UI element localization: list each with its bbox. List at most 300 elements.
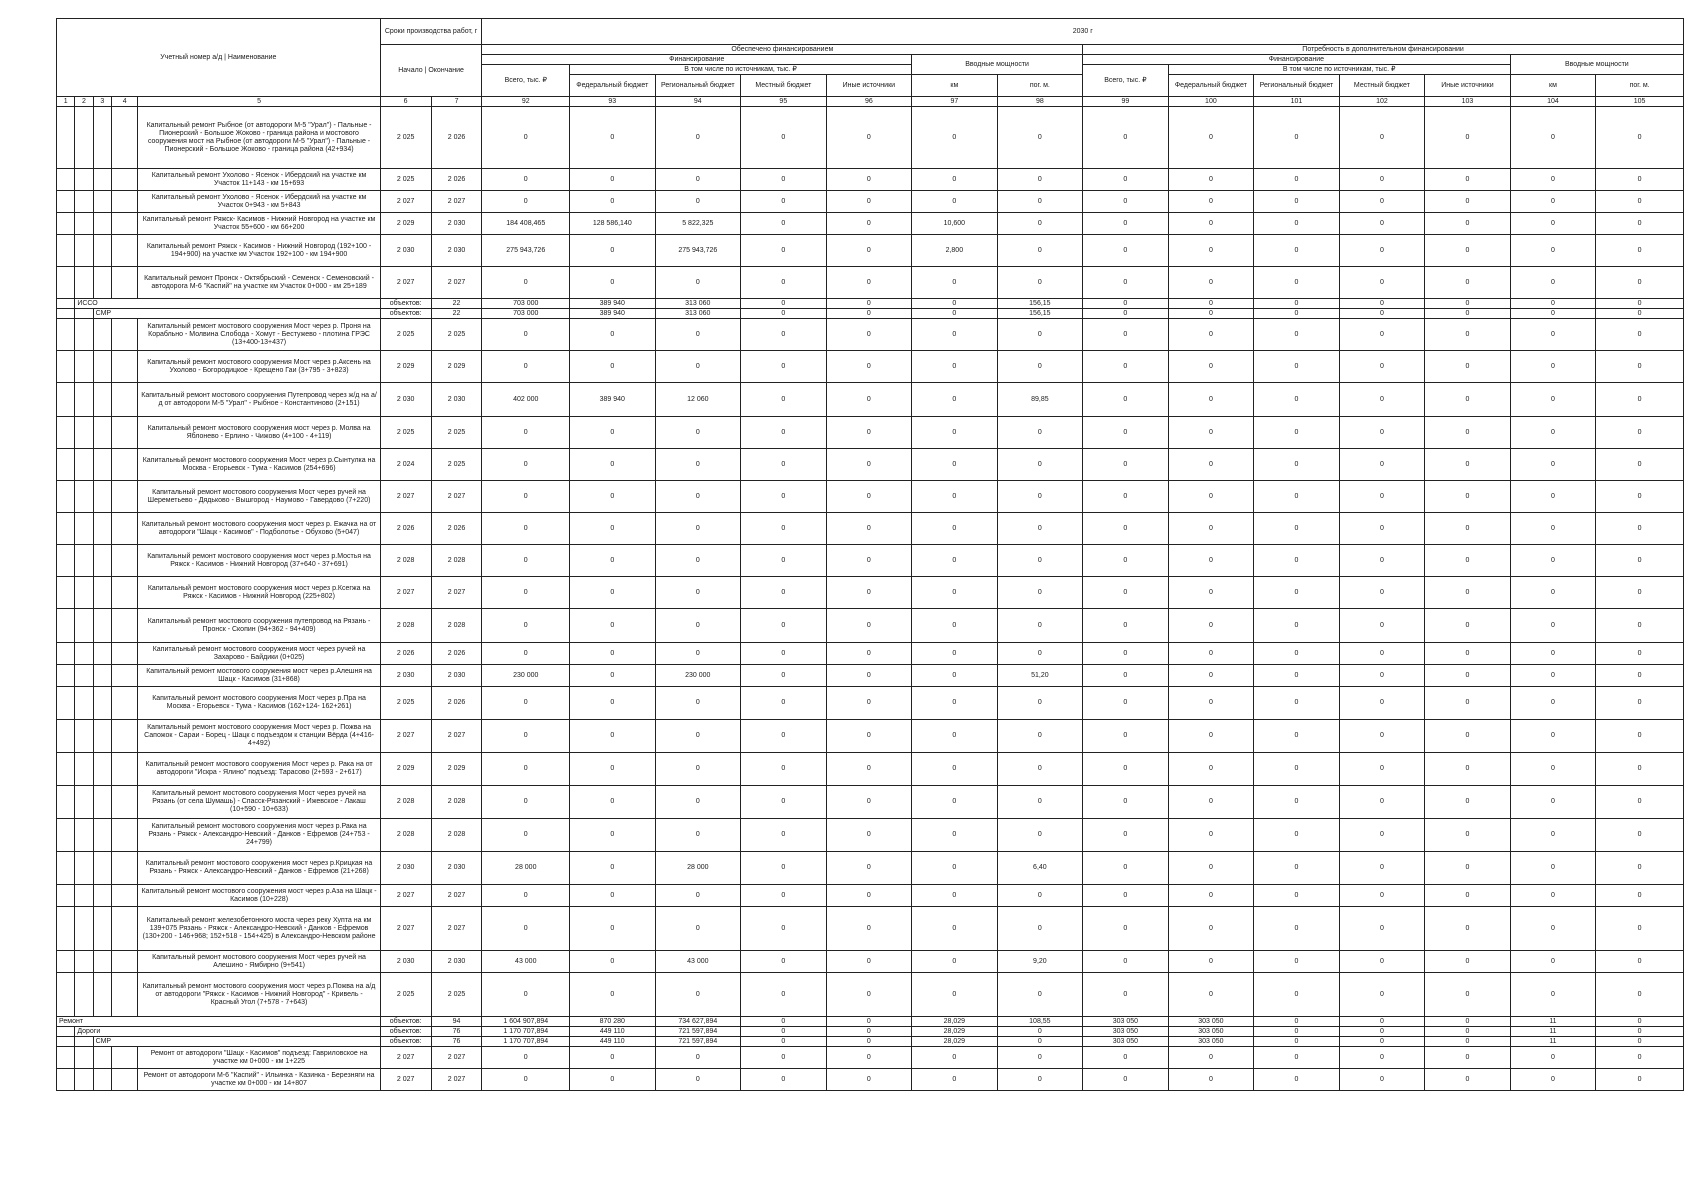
value-cell: 0 <box>1425 191 1511 213</box>
value-cell: 2 030 <box>431 665 482 687</box>
value-cell: 0 <box>826 852 912 885</box>
value-cell: 0 <box>1425 1069 1511 1091</box>
value-cell: 0 <box>1425 351 1511 383</box>
indent-cell <box>93 951 111 973</box>
column-number: 2 <box>75 97 93 107</box>
value-cell: 0 <box>1510 309 1596 319</box>
value-cell: 0 <box>482 267 570 299</box>
indent-cell <box>57 1047 75 1069</box>
indent-cell <box>75 753 93 786</box>
header-pog: пог. м. <box>997 75 1083 97</box>
value-cell: 0 <box>1425 309 1511 319</box>
column-number: 103 <box>1425 97 1511 107</box>
value-cell: объектов: <box>380 299 431 309</box>
indent-cell <box>75 267 93 299</box>
value-cell: 28,029 <box>912 1037 998 1047</box>
indent-cell <box>93 819 111 852</box>
indent-cell <box>93 545 111 577</box>
value-cell: 0 <box>570 852 656 885</box>
value-cell: 0 <box>997 107 1083 169</box>
value-cell: 0 <box>1083 665 1169 687</box>
value-cell: 11 <box>1510 1037 1596 1047</box>
value-cell: 0 <box>1168 169 1254 191</box>
value-cell: 22 <box>431 309 482 319</box>
value-cell: 0 <box>1083 643 1169 665</box>
table-row <box>57 417 1684 449</box>
value-cell: 0 <box>1083 481 1169 513</box>
value-cell: 0 <box>655 351 741 383</box>
indent-cell <box>57 973 75 1017</box>
value-cell: 303 050 <box>1168 1027 1254 1037</box>
indent-cell <box>57 1069 75 1091</box>
value-cell: 0 <box>1596 665 1684 687</box>
value-cell: 0 <box>741 577 827 609</box>
value-cell: 0 <box>826 577 912 609</box>
value-cell: 0 <box>912 609 998 643</box>
value-cell: 0 <box>912 1069 998 1091</box>
value-cell: 0 <box>741 383 827 417</box>
value-cell: 28 000 <box>482 852 570 885</box>
column-number: 1 <box>57 97 75 107</box>
value-cell: 0 <box>570 951 656 973</box>
summary-row <box>57 1027 1684 1037</box>
value-cell: 0 <box>1510 786 1596 819</box>
value-cell: 0 <box>482 1047 570 1069</box>
value-cell: 0 <box>912 753 998 786</box>
value-cell: 0 <box>655 169 741 191</box>
value-cell: 0 <box>741 687 827 720</box>
value-cell: объектов: <box>380 309 431 319</box>
table-row <box>57 1047 1684 1069</box>
table-row <box>57 481 1684 513</box>
value-cell: 0 <box>1083 786 1169 819</box>
indent-cell <box>57 417 75 449</box>
table-row <box>57 665 1684 687</box>
value-cell: 0 <box>482 513 570 545</box>
header-capacity-secured: Вводные мощности <box>912 55 1083 75</box>
value-cell: 0 <box>1254 720 1340 753</box>
indent-cell <box>75 107 93 169</box>
value-cell: 0 <box>1510 191 1596 213</box>
value-cell: 2 025 <box>380 169 431 191</box>
group-label: Дороги <box>75 1027 380 1037</box>
value-cell: 0 <box>741 720 827 753</box>
value-cell: 0 <box>1168 907 1254 951</box>
table-row <box>57 319 1684 351</box>
indent-cell <box>93 449 111 481</box>
value-cell: 1 170 707,894 <box>482 1037 570 1047</box>
value-cell: 2 029 <box>431 351 482 383</box>
indent-cell <box>93 481 111 513</box>
value-cell: 0 <box>1083 417 1169 449</box>
value-cell: 0 <box>741 643 827 665</box>
value-cell: 2,800 <box>912 235 998 267</box>
value-cell: 2 027 <box>431 720 482 753</box>
value-cell: 0 <box>997 753 1083 786</box>
value-cell: 313 060 <box>655 309 741 319</box>
indent-cell <box>57 577 75 609</box>
indent-cell <box>75 481 93 513</box>
value-cell: 449 110 <box>570 1037 656 1047</box>
value-cell: 2 027 <box>431 267 482 299</box>
value-cell: 0 <box>482 643 570 665</box>
value-cell: 0 <box>826 449 912 481</box>
value-cell: 0 <box>741 786 827 819</box>
header-federal: Федеральный бюджет <box>1168 75 1254 97</box>
value-cell: 0 <box>1596 907 1684 951</box>
value-cell: 0 <box>1254 383 1340 417</box>
indent-cell <box>111 665 137 687</box>
value-cell: 0 <box>482 481 570 513</box>
header-regional: Региональный бюджет <box>655 75 741 97</box>
value-cell: 0 <box>912 973 998 1017</box>
value-cell: 0 <box>1339 1027 1425 1037</box>
value-cell: 0 <box>741 1047 827 1069</box>
value-cell: 0 <box>1339 417 1425 449</box>
value-cell: объектов: <box>380 1017 431 1027</box>
indent-cell <box>57 299 75 309</box>
indent-cell <box>75 885 93 907</box>
value-cell: 0 <box>826 609 912 643</box>
table-row <box>57 687 1684 720</box>
value-cell: 2 030 <box>431 383 482 417</box>
value-cell: 0 <box>1254 213 1340 235</box>
value-cell: 0 <box>1254 513 1340 545</box>
value-cell: 0 <box>1510 665 1596 687</box>
object-name: Капитальный ремонт мостового сооружения мост через р.Крицкая на Рязань - Ряжск - Александро-Невский - Данков - Ефремов (21+268) <box>138 852 380 885</box>
value-cell: 0 <box>1254 299 1340 309</box>
value-cell: 0 <box>1425 481 1511 513</box>
value-cell: 2 030 <box>380 852 431 885</box>
value-cell: 0 <box>997 213 1083 235</box>
indent-cell <box>57 852 75 885</box>
header-capacity-needed: Вводные мощности <box>1510 55 1683 75</box>
value-cell: 2 027 <box>380 577 431 609</box>
table-row <box>57 786 1684 819</box>
column-number: 96 <box>826 97 912 107</box>
value-cell: 0 <box>1254 643 1340 665</box>
value-cell: 0 <box>1510 213 1596 235</box>
value-cell: 0 <box>1510 885 1596 907</box>
column-number: 94 <box>655 97 741 107</box>
value-cell: 0 <box>1083 609 1169 643</box>
object-name: Капитальный ремонт мостового сооружения мост через ручей на Захарово - Байдики (0+025) <box>138 643 380 665</box>
value-cell: 0 <box>570 1047 656 1069</box>
indent-cell <box>111 267 137 299</box>
indent-cell <box>111 107 137 169</box>
value-cell: 0 <box>741 819 827 852</box>
value-cell: 2 025 <box>380 973 431 1017</box>
object-name: Капитальный ремонт мостового сооружения Мост через ручей на Шереметьево - Дядьково - Вышгород - Наумово - Гавердово (7+220) <box>138 481 380 513</box>
indent-cell <box>93 235 111 267</box>
value-cell: 0 <box>826 545 912 577</box>
value-cell: 0 <box>912 1047 998 1069</box>
object-name: Ремонт от автодороги М-6 "Каспий" - Ильинка - Казинка - Березняги на участке км 0+000 - км 14+807 <box>138 1069 380 1091</box>
value-cell: 184 408,465 <box>482 213 570 235</box>
value-cell: 0 <box>826 309 912 319</box>
value-cell: 0 <box>655 417 741 449</box>
value-cell: 0 <box>570 665 656 687</box>
value-cell: 0 <box>1339 753 1425 786</box>
value-cell: 0 <box>1168 1047 1254 1069</box>
value-cell: 0 <box>1510 513 1596 545</box>
value-cell: 28,029 <box>912 1027 998 1037</box>
value-cell: 0 <box>1596 687 1684 720</box>
value-cell: 0 <box>826 951 912 973</box>
value-cell: 0 <box>1510 951 1596 973</box>
value-cell: 0 <box>741 545 827 577</box>
object-name: Капитальный ремонт мостового сооружения мост через р.Пожва на а/д от автодороги "Ряжск - Касимов - Нижний Новгород" - Кривель - Красный Угол (7+578 - 7+643) <box>138 973 380 1017</box>
value-cell: 0 <box>741 1027 827 1037</box>
value-cell: 0 <box>1254 1037 1340 1047</box>
value-cell: 0 <box>741 191 827 213</box>
indent-cell <box>75 383 93 417</box>
value-cell: 0 <box>1596 786 1684 819</box>
indent-cell <box>57 351 75 383</box>
value-cell: 43 000 <box>655 951 741 973</box>
value-cell: 0 <box>1254 235 1340 267</box>
value-cell: 76 <box>431 1037 482 1047</box>
value-cell: 0 <box>1168 1069 1254 1091</box>
value-cell: 0 <box>741 753 827 786</box>
indent-cell <box>93 786 111 819</box>
value-cell: 0 <box>1254 951 1340 973</box>
value-cell: 0 <box>997 1069 1083 1091</box>
value-cell: 0 <box>741 513 827 545</box>
value-cell: 0 <box>1083 973 1169 1017</box>
value-cell: 0 <box>912 309 998 319</box>
value-cell: 0 <box>482 545 570 577</box>
object-name: Капитальный ремонт мостового сооружения мост через р.Алешня на Шацк - Касимов (31+868) <box>138 665 380 687</box>
value-cell: 0 <box>1254 665 1340 687</box>
object-name: Капитальный ремонт мостового сооружения Мост через ручей на Алешино - Ямбирно (9+541) <box>138 951 380 973</box>
value-cell: 0 <box>570 753 656 786</box>
value-cell: 0 <box>912 720 998 753</box>
table-row <box>57 819 1684 852</box>
value-cell: 0 <box>1083 449 1169 481</box>
value-cell: 0 <box>1339 513 1425 545</box>
value-cell: 0 <box>1425 665 1511 687</box>
value-cell: 0 <box>655 643 741 665</box>
value-cell: 0 <box>826 1027 912 1037</box>
column-number: 105 <box>1596 97 1684 107</box>
value-cell: 0 <box>1339 481 1425 513</box>
indent-cell <box>57 481 75 513</box>
indent-cell <box>75 907 93 951</box>
header-financing-needed: Финансирование <box>1083 55 1511 65</box>
table-row <box>57 351 1684 383</box>
value-cell: 0 <box>826 907 912 951</box>
value-cell: 0 <box>1596 513 1684 545</box>
value-cell: 0 <box>1596 885 1684 907</box>
value-cell: 0 <box>1254 319 1340 351</box>
value-cell: 0 <box>1254 973 1340 1017</box>
value-cell: 0 <box>655 609 741 643</box>
indent-cell <box>57 107 75 169</box>
value-cell: 0 <box>1596 1069 1684 1091</box>
value-cell: 0 <box>655 687 741 720</box>
value-cell: 0 <box>570 107 656 169</box>
indent-cell <box>57 786 75 819</box>
summary-row <box>57 1037 1684 1047</box>
value-cell: 0 <box>997 1037 1083 1047</box>
indent-cell <box>75 1069 93 1091</box>
indent-cell <box>111 973 137 1017</box>
group-label: СМР <box>93 309 380 319</box>
value-cell: 0 <box>655 545 741 577</box>
value-cell: 2 025 <box>380 107 431 169</box>
value-cell: 0 <box>912 951 998 973</box>
value-cell: 0 <box>912 351 998 383</box>
value-cell: 0 <box>655 819 741 852</box>
value-cell: 0 <box>570 449 656 481</box>
value-cell: 0 <box>1510 1047 1596 1069</box>
object-name: Капитальный ремонт Ухолово - Ясенок - Ибердский на участке км Участок 11+143 - км 15+693 <box>138 169 380 191</box>
value-cell: 2 030 <box>380 383 431 417</box>
object-name: Капитальный ремонт мостового сооружения Мост через р. Проня на Корабльно - Молвина Слобода - Хомут - Бестужево - плотина ГРЭС (13+400-13+437) <box>138 319 380 351</box>
column-number: 100 <box>1168 97 1254 107</box>
value-cell: 2 027 <box>380 481 431 513</box>
value-cell: 0 <box>1339 609 1425 643</box>
value-cell: 0 <box>1425 1047 1511 1069</box>
value-cell: 0 <box>912 449 998 481</box>
indent-cell <box>75 643 93 665</box>
value-cell: 2 028 <box>431 819 482 852</box>
value-cell: 0 <box>1339 319 1425 351</box>
value-cell: 0 <box>912 786 998 819</box>
value-cell: 0 <box>570 513 656 545</box>
value-cell: 2 025 <box>431 319 482 351</box>
header-needed: Потребность в дополнительном финансировании <box>1083 45 1684 55</box>
indent-cell <box>57 319 75 351</box>
value-cell: 0 <box>741 267 827 299</box>
value-cell: 0 <box>1425 1017 1511 1027</box>
indent-cell <box>111 513 137 545</box>
indent-cell <box>111 885 137 907</box>
indent-cell <box>111 319 137 351</box>
value-cell: 0 <box>1596 643 1684 665</box>
table-row <box>57 449 1684 481</box>
value-cell: 0 <box>1596 545 1684 577</box>
value-cell: 0 <box>1083 299 1169 309</box>
value-cell: 0 <box>741 907 827 951</box>
indent-cell <box>75 545 93 577</box>
value-cell: 2 026 <box>380 643 431 665</box>
value-cell: 0 <box>1425 577 1511 609</box>
value-cell: 0 <box>1510 351 1596 383</box>
value-cell: 0 <box>1083 351 1169 383</box>
value-cell: 11 <box>1510 1027 1596 1037</box>
object-name: Капитальный ремонт Пронск - Октябрьский - Семенск - Семеновский - автодорога М-6 "Каспий" на участке км Участок 0+000 - км 25+189 <box>138 267 380 299</box>
object-name: Капитальный ремонт Ряжск - Касимов - Нижний Новгород (192+100 - 194+900) на участке км Участок 192+100 - км 194+900 <box>138 235 380 267</box>
value-cell: 0 <box>1168 383 1254 417</box>
value-cell: 0 <box>741 481 827 513</box>
value-cell: 0 <box>1425 513 1511 545</box>
indent-cell <box>57 191 75 213</box>
value-cell: 2 025 <box>380 319 431 351</box>
value-cell: 0 <box>1425 417 1511 449</box>
value-cell: 0 <box>1596 299 1684 309</box>
value-cell: 2 028 <box>380 786 431 819</box>
value-cell: 0 <box>1596 1037 1684 1047</box>
value-cell: 0 <box>826 383 912 417</box>
value-cell: 0 <box>1425 852 1511 885</box>
value-cell: 0 <box>570 235 656 267</box>
table-row <box>57 107 1684 169</box>
table-row <box>57 577 1684 609</box>
indent-cell <box>57 513 75 545</box>
indent-cell <box>93 907 111 951</box>
value-cell: 0 <box>1339 351 1425 383</box>
value-cell: 0 <box>741 319 827 351</box>
indent-cell <box>111 235 137 267</box>
value-cell: 0 <box>1596 951 1684 973</box>
value-cell: 0 <box>741 309 827 319</box>
value-cell: 2 027 <box>431 907 482 951</box>
indent-cell <box>75 235 93 267</box>
value-cell: 0 <box>826 1047 912 1069</box>
value-cell: 0 <box>997 513 1083 545</box>
value-cell: 0 <box>826 213 912 235</box>
table-row <box>57 213 1684 235</box>
header-pog: пог. м. <box>1596 75 1684 97</box>
value-cell: 0 <box>1339 951 1425 973</box>
indent-cell <box>93 1069 111 1091</box>
indent-cell <box>111 753 137 786</box>
indent-cell <box>57 267 75 299</box>
value-cell: 0 <box>826 169 912 191</box>
value-cell: 0 <box>1168 577 1254 609</box>
value-cell: 0 <box>1168 951 1254 973</box>
value-cell: 0 <box>1596 351 1684 383</box>
value-cell: 0 <box>741 417 827 449</box>
indent-cell <box>57 665 75 687</box>
value-cell: 449 110 <box>570 1027 656 1037</box>
value-cell: 0 <box>1510 819 1596 852</box>
value-cell: 0 <box>826 417 912 449</box>
value-cell: 0 <box>1510 687 1596 720</box>
value-cell: 0 <box>1596 577 1684 609</box>
value-cell: 0 <box>1510 235 1596 267</box>
value-cell: 0 <box>1168 687 1254 720</box>
object-name: Капитальный ремонт мостового сооружения Мост через ручей на Рязань (от села Шумашь) - Спасск-Рязанский - Ижевское - Лакаш (10+590 - 10+633) <box>138 786 380 819</box>
value-cell: 2 026 <box>431 107 482 169</box>
value-cell: 0 <box>741 107 827 169</box>
header-km: км <box>912 75 998 97</box>
value-cell: 0 <box>1510 852 1596 885</box>
value-cell: 0 <box>1168 417 1254 449</box>
value-cell: 0 <box>1254 907 1340 951</box>
value-cell: 0 <box>1596 417 1684 449</box>
value-cell: 0 <box>1596 1047 1684 1069</box>
indent-cell <box>57 235 75 267</box>
value-cell: 0 <box>570 643 656 665</box>
value-cell: 0 <box>997 687 1083 720</box>
object-name: Капитальный ремонт железобетонного моста через реку Хупта на км 139+075 Рязань - Ряжск - Александро-Невский - Данков - Ефремов (130+200 - 146+968; 152+518 - 154+425) в Александро-Невском районе <box>138 907 380 951</box>
value-cell: 0 <box>912 417 998 449</box>
indent-cell <box>93 852 111 885</box>
value-cell: 870 280 <box>570 1017 656 1027</box>
value-cell: 0 <box>1596 319 1684 351</box>
value-cell: 2 029 <box>380 753 431 786</box>
value-cell: 0 <box>482 449 570 481</box>
indent-cell <box>111 577 137 609</box>
indent-cell <box>93 107 111 169</box>
indent-cell <box>75 449 93 481</box>
value-cell: 0 <box>1254 351 1340 383</box>
value-cell: 0 <box>570 169 656 191</box>
value-cell: 0 <box>1168 267 1254 299</box>
